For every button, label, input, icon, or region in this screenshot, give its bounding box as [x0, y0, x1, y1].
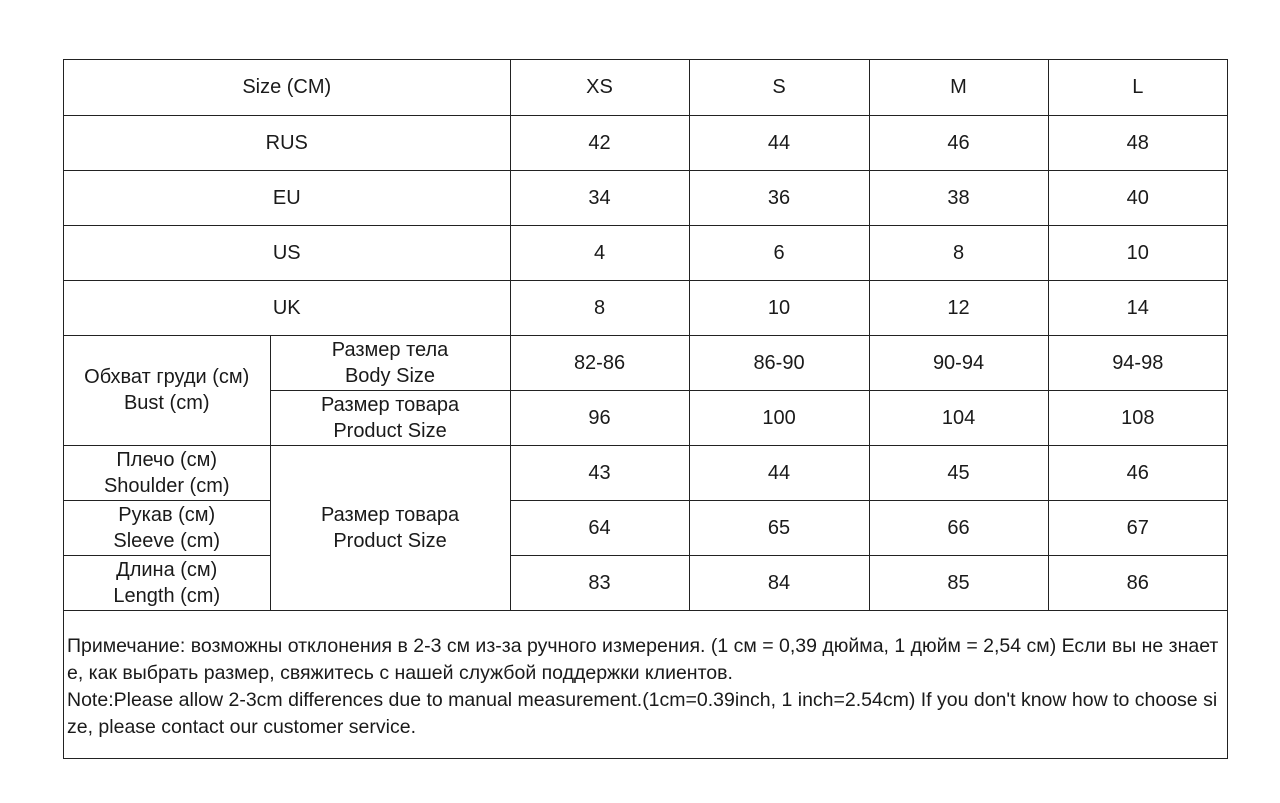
- length-label-ru: Длина (см): [116, 558, 218, 581]
- table-cell: 66: [869, 500, 1048, 555]
- product-group-label: [270, 445, 510, 610]
- table-cell: 44: [689, 115, 869, 170]
- table-cell: 64: [510, 500, 689, 555]
- body-size-label-en: Body Size: [344, 364, 436, 387]
- note-ru: Примечание: возможны отклонения в 2-3 см из-за ручного измерения. (1 см = 0,39 дюйма, 1 дюйм = 2,54 см) Если вы не знаете, как выбрать размер, свяжитесь с нашей службой поддержки клиентов.: [67, 635, 1219, 684]
- row-label: RUS: [64, 115, 510, 170]
- rus-row: [64, 115, 1227, 170]
- product-group-label-ru: Размер товара: [320, 503, 460, 526]
- table-cell: 94-98: [1048, 335, 1227, 390]
- sleeve-label-en: Sleeve (cm): [113, 529, 221, 552]
- size-header-xs: XS: [510, 60, 689, 115]
- size-chart: [63, 59, 1228, 759]
- table-cell: 85: [869, 555, 1048, 610]
- table-cell: 4: [510, 225, 689, 280]
- sleeve-row: [64, 500, 1227, 555]
- header-row: [64, 60, 1227, 115]
- size-header-s: S: [689, 60, 869, 115]
- table-cell: 104: [869, 390, 1048, 445]
- table-cell: 48: [1048, 115, 1227, 170]
- eu-row: [64, 170, 1227, 225]
- bust-label-en: Bust (cm): [123, 392, 210, 414]
- product-size-label: [270, 390, 510, 445]
- body-size-label-ru: Размер тела: [331, 338, 449, 361]
- table-cell: 86-90: [689, 335, 869, 390]
- table-cell: 34: [510, 170, 689, 225]
- shoulder-label-ru: Плечо (см): [116, 448, 218, 471]
- table-cell: 12: [869, 280, 1048, 335]
- table-cell: 82-86: [510, 335, 689, 390]
- shoulder-row: [64, 445, 1227, 500]
- product-size-label-ru: Размер товара: [320, 393, 460, 416]
- row-label: US: [64, 225, 510, 280]
- sleeve-label-ru: Рукав (см): [118, 503, 216, 526]
- table-cell: 8: [510, 280, 689, 335]
- bust-body-row: [64, 335, 1227, 390]
- row-label: EU: [64, 170, 510, 225]
- table-cell: 10: [689, 280, 869, 335]
- table-cell: 86: [1048, 555, 1227, 610]
- table-cell: 44: [689, 445, 869, 500]
- table-cell: 14: [1048, 280, 1227, 335]
- table-cell: 100: [689, 390, 869, 445]
- table-cell: 83: [510, 555, 689, 610]
- table-cell: 38: [869, 170, 1048, 225]
- table-cell: 43: [510, 445, 689, 500]
- note-en: Note:Please allow 2-3cm differences due to manual measurement.(1cm=0.39inch, 1 inch=2.54cm) If you don't know how to choose size, please contact our customer service.: [67, 689, 1218, 738]
- table-cell: 6: [689, 225, 869, 280]
- shoulder-label: [64, 445, 270, 500]
- table-cell: 10: [1048, 225, 1227, 280]
- product-group-label-en: Product Size: [333, 529, 447, 552]
- sleeve-label: [64, 500, 270, 555]
- length-row: [64, 555, 1227, 610]
- table-cell: 46: [1048, 445, 1227, 500]
- table-cell: 96: [510, 390, 689, 445]
- table-cell: 65: [689, 500, 869, 555]
- measurement-note: [67, 633, 1222, 741]
- table-cell: 67: [1048, 500, 1227, 555]
- size-table: [64, 60, 1227, 611]
- us-row: [64, 225, 1227, 280]
- table-cell: 40: [1048, 170, 1227, 225]
- bust-label: [64, 335, 270, 445]
- table-cell: 90-94: [869, 335, 1048, 390]
- table-cell: 36: [689, 170, 869, 225]
- shoulder-label-en: Shoulder (cm): [103, 474, 230, 497]
- product-size-label-en: Product Size: [333, 419, 447, 442]
- size-header-l: L: [1048, 60, 1227, 115]
- table-cell: 46: [869, 115, 1048, 170]
- row-label: UK: [64, 280, 510, 335]
- uk-row: [64, 280, 1227, 335]
- header-label: Size (CM): [64, 60, 510, 115]
- length-label-en: Length (cm): [113, 584, 221, 607]
- table-cell: 84: [689, 555, 869, 610]
- body-size-label: [270, 335, 510, 390]
- table-cell: 108: [1048, 390, 1227, 445]
- table-cell: 45: [869, 445, 1048, 500]
- size-header-m: M: [869, 60, 1048, 115]
- length-label: [64, 555, 270, 610]
- bust-label-ru: Обхват груди (см): [84, 366, 250, 388]
- table-cell: 42: [510, 115, 689, 170]
- table-cell: 8: [869, 225, 1048, 280]
